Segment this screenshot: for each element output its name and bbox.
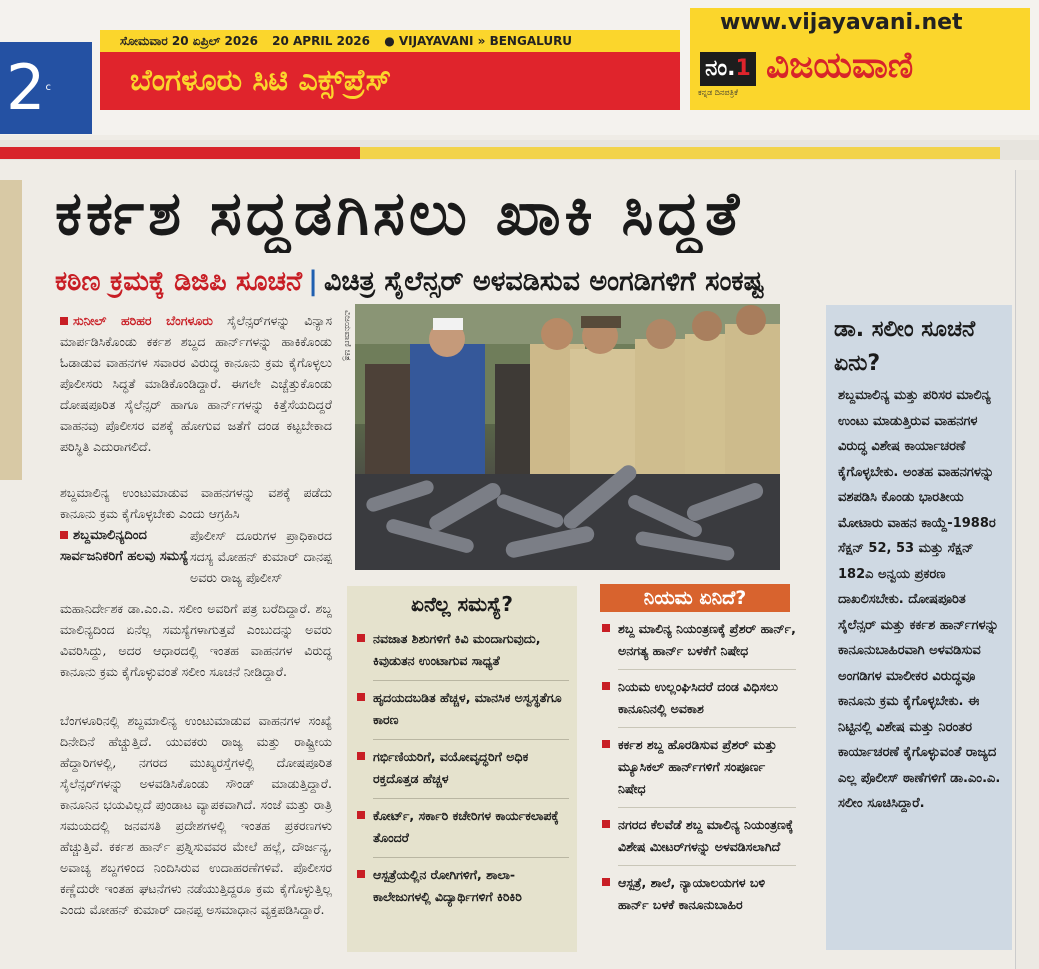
para1-text: ಸೈಲೆನ್ಸರ್‌ಗಳನ್ನು ವಿನ್ಯಾಸ ಮಾರ್ಪಡಿಸಿಕೊಂಡು ಕರ್ಕಶ ಶಬ್ದದ ಹಾರ್ನ್‌ಗಳನ್ನು ಹಾಕಿಕೊಂಡು ಓಡಾಡುವ ವಾಹನಗಳ ಸವಾರರ ವಿರುದ್ಧ ಕಾನೂನು ಕ್ರಮ ಕೈಗೊಳ್ಳಲು ಪೊಲೀಸರು ಸಿದ್ಧತೆ ಮಾಡಿಕೊಂಡಿದ್ದಾರೆ. ಈಗಲೇ ಎಚ್ಚೆತ್ತುಕೊಂಡು ದೋಷಪೂರಿತ ಸೈಲೆನ್ಸರ್ ಹಾಗೂ ಹಾರ್ನ್‌ಗಳನ್ನು ಕಿತ್ತೆಸೆಯದಿದ್ದರೆ ವಾಹನವು ಪೊಲೀಸರ ವಶಕ್ಕೆ ಹೋಗುವ ಜತೆಗೆ ದಂಡ ಕಟ್ಟಬೇಕಾದ ಪರಿಸ್ಥಿತಿ ಎದುರಾಗಲಿದೆ.: [60, 313, 332, 454]
problems-box-title: ಏನೆಲ್ಲ ಸಮಸ್ಯೆ?: [411, 592, 513, 616]
brand-badge-number: 1: [735, 56, 751, 81]
brand-block: [690, 38, 1030, 110]
list-item: ಕೋರ್ಟ್, ಸರ್ಕಾರಿ ಕಚೇರಿಗಳ ಕಾರ್ಯಕಲಾಪಕ್ಕೆ ತೊಂದರೆ: [373, 799, 569, 858]
dgp-box-title: ಡಾ. ಸಲೀಂ ಸೂಚನೆ ಏನು?: [834, 317, 976, 376]
list-item: ನಿಯಮ ಉಲ್ಲಂಘಿಸಿದರೆ ದಂಡ ವಿಧಿಸಲು ಕಾನೂನಿನಲ್ಲಿ ಅವಕಾಶ: [618, 670, 796, 728]
color-bar-yellow: [360, 147, 1000, 159]
list-item: ಶಬ್ದ ಮಾಲಿನ್ಯ ನಿಯಂತ್ರಣಕ್ಕೆ ಪ್ರೆಶರ್ ಹಾರ್ನ್, ಅನಗತ್ಯ ಹಾರ್ನ್ ಬಳಕೆಗೆ ನಿಷೇಧ: [618, 612, 796, 670]
article-para2-lead: ಶಬ್ದಮಾಲಿನ್ಯ ಉಂಟುಮಾಡುವ ವಾಹನಗಳನ್ನು ವಶಕ್ಕೆ ಪಡೆದು ಕಾನೂನು ಕ್ರಮ ಕೈಗೊಳ್ಳಬೇಕು ಎಂದು ಆಗ್ರಹಿಸಿ: [60, 485, 332, 521]
page-suffix: c: [45, 82, 51, 93]
problems-box: [347, 586, 577, 952]
subhead-right: ವಿಚಿತ್ರ ಸೈಲೆನ್ಸರ್ ಅಳವಡಿಸುವ ಅಂಗಡಿಗಳಿಗೆ ಸಂಕಷ್ಟ: [323, 266, 764, 297]
brand-badge: [700, 52, 756, 86]
dateline: [100, 30, 680, 52]
list-item: ಕರ್ಕಶ ಶಬ್ದ ಹೊರಡಿಸುವ ಪ್ರೆಶರ್ ಮತ್ತು ಮ್ಯೂಸಿಕಲ್ ಹಾರ್ನ್‌ಗಳಿಗೆ ಸಂಪೂರ್ಣ ನಿಷೇಧ: [618, 728, 796, 808]
pullquote: [60, 525, 190, 567]
article-para2-rest: ಮಹಾನಿರ್ದೇಶಕ ಡಾ.ಎಂ.ಎ. ಸಲೀಂ ಅವರಿಗೆ ಪತ್ರ ಬರೆದಿದ್ದಾರೆ. ಶಬ್ದ ಮಾಲಿನ್ಯದಿಂದ ಏನೆಲ್ಲ ಸಮಸ್ಯೆಗಳಾಗುತ್ತವೆ ಎಂಬುದನ್ನು ಅವರು ವಿವರಿಸಿದ್ದು, ಅದರ ಆಧಾರದಲ್ಲಿ ಇಂತಹ ವಾಹನಗಳ ವಿರುದ್ಧ ಕಾನೂನು ಕ್ರಮ ಕೈಗೊಳ್ಳುವಂತೆ ಸಲೀಂ ಸೂಚನೆ ನೀಡಿದ್ದಾರೆ.: [60, 601, 332, 679]
rules-box: [590, 612, 800, 952]
page-number: [0, 42, 92, 134]
news-photo-illustration: [355, 304, 780, 570]
rules-list: [590, 612, 800, 923]
dgp-instructions-box: [826, 305, 1012, 950]
subhead-left: ಕಠಿಣ ಕ್ರಮಕ್ಕೆ ಡಿಜಿಪಿ ಸೂಚನೆ: [55, 266, 303, 297]
pullquote-marker-icon: [60, 531, 68, 539]
edition-label: ● VIJAYAVANI » BENGALURU: [384, 34, 573, 48]
date-english: 20 APRIL 2026: [272, 34, 370, 48]
pullquote-text: ಶಬ್ದಮಾಲಿನ್ಯದಿಂದ ಸಾರ್ವಜನಿಕರಿಗೆ ಹಲವು ಸಮಸ್ಯೆ: [60, 528, 189, 564]
byline: ಸುನೀಲ್ ಹರಿಹರ ಬೆಂಗಳೂರು: [73, 313, 213, 328]
news-photo: [355, 304, 780, 570]
dgp-box-body: ಶಬ್ದಮಾಲಿನ್ಯ ಮತ್ತು ಪರಿಸರ ಮಾಲಿನ್ಯ ಉಂಟು ಮಾಡುತ್ತಿರುವ ವಾಹನಗಳ ವಿರುದ್ಧ ವಿಶೇಷ ಕಾರ್ಯಾಚರಣೆ ಕೈಗೊಳ್ಳಬೇಕು. ಅಂತಹ ವಾಹನಗಳನ್ನು ವಶಪಡಿಸಿ ಕೊಂಡು ಭಾರತೀಯ ಮೋಟಾರು ವಾಹನ ಕಾಯ್ದೆ-1988ರ ಸೆಕ್ಷನ್ 52, 53 ಮತ್ತು ಸೆಕ್ಷನ್ 182ಎ ಅನ್ವಯ ಪ್ರಕರಣ ದಾಖಲಿಸಬೇಕು. ದೋಷಪೂರಿತ ಸೈಲೆನ್ಸರ್ ಮತ್ತು ಕರ್ಕಶ ಹಾರ್ನ್‌ಗಳನ್ನು ಕಾನೂನುಬಾಹಿರವಾಗಿ ಅಳವಡಿಸುವ ಅಂಗಡಿಗಳ ಮಾಲೀಕರ ವಿರುದ್ಧವೂ ಕಾನೂನು ಕ್ರಮ ಕೈಗೊಳ್ಳಬೇಕು. ಈ ನಿಟ್ಟಿನಲ್ಲಿ ವಿಶೇಷ ಮತ್ತು ನಿರಂತರ ಕಾರ್ಯಾಚರಣೆ ಕೈಗೊಳ್ಳುವಂತೆ ರಾಜ್ಯದ ಎಲ್ಲ ಪೊಲೀಸ್ ಠಾಣೆಗಳಿಗೆ ಡಾ.ಎಂ.ಎ. ಸಲೀಂ ಸೂಚಿಸಿದ್ದಾರೆ.: [838, 388, 1001, 811]
paragraph-1: [60, 310, 332, 457]
masthead: [0, 0, 1039, 135]
website-url: www.vijayavani.net: [690, 8, 1030, 38]
brand-tagline: ಕನ್ನಡ ದಿನಪತ್ರಿಕೆ: [698, 88, 739, 97]
page-number-value: 2: [6, 51, 46, 124]
date-kannada: ಸೋಮವಾರ 20 ಏಪ್ರಿಲ್ 2026: [120, 34, 258, 48]
brand-logo-text: ವಿಜಯವಾಣಿ: [766, 44, 914, 86]
headline: ಕರ್ಕಶ ಸದ್ದಡಗಿಸಲು ಖಾಕಿ ಸಿದ್ಧತೆ: [55, 179, 744, 249]
list-item: ನವಜಾತ ಶಿಶುಗಳಿಗೆ ಕಿವಿ ಮಂದಾಗುವುದು, ಕಿವುಡುತನ ಉಂಟಾಗುವ ಸಾಧ್ಯತೆ: [373, 622, 569, 681]
list-item: ಆಸ್ಪತ್ರೆಯಲ್ಲಿನ ರೋಗಿಗಳಿಗೆ, ಶಾಲಾ-ಕಾಲೇಜುಗಳಲ್ಲಿ ವಿದ್ಯಾರ್ಥಿಗಳಿಗೆ ಕಿರಿಕಿರಿ: [373, 858, 569, 916]
left-margin-strip: [0, 180, 22, 480]
color-bar-red: [0, 147, 360, 159]
subhead-separator: |: [308, 266, 318, 297]
list-item: ಹೃದಯದಬಡಿತ ಹೆಚ್ಚಳ, ಮಾನಸಿಕ ಅಸ್ವಸ್ಥತೆಗೂ ಕಾರಣ: [373, 681, 569, 740]
list-item: ಗರ್ಭಿಣಿಯರಿಗೆ, ವಯೋವೃದ್ಧರಿಗೆ ಅಧಿಕ ರಕ್ತದೊತ್ತಡ ಹೆಚ್ಚಳ: [373, 740, 569, 799]
subheadline: [55, 262, 1005, 302]
byline-marker-icon: [60, 317, 68, 325]
rules-box-title: ನಿಯಮ ಏನಿದೆ?: [600, 584, 790, 612]
right-margin-strip: [1015, 170, 1039, 969]
problems-list: [347, 622, 577, 916]
article-para3: ಬೆಂಗಳೂರಿನಲ್ಲಿ ಶಬ್ದಮಾಲಿನ್ಯ ಉಂಟುಮಾಡುವ ವಾಹನಗಳ ಸಂಖ್ಯೆ ದಿನೇದಿನೆ ಹೆಚ್ಚುತ್ತಿದೆ. ಯುವಕರು ರಾಜ್ಯ ಮತ್ತು ರಾಷ್ಟ್ರೀಯ ಹೆದ್ದಾರಿಗಳಲ್ಲಿ, ನಗರದ ಮುಖ್ಯರಸ್ತೆಗಳಲ್ಲಿ ದೋಷಪೂರಿತ ಸೈಲೆನ್ಸರ್‌ಗಳನ್ನು ಅಳವಡಿಸಿಕೊಂಡು ಸೌಂಡ್ ಮಾಡುತ್ತಿದ್ದಾರೆ. ಕಾನೂನಿನ ಭಯವಿಲ್ಲದೆ ಪುಂಡಾಟ ವ್ಯಾಪಕವಾಗಿದೆ. ಸಂಜೆ ಮತ್ತು ರಾತ್ರಿ ಸಮಯದಲ್ಲಿ ಜನವಸತಿ ಪ್ರದೇಶಗಳಲ್ಲಿ ಇಂತಹ ಪ್ರಕರಣಗಳು ಹೆಚ್ಚುತ್ತಿವೆ. ಕರ್ಕಶ ಹಾರ್ನ್ ಪ್ರಶ್ನಿಸುವವರ ಮೇಲೆ ಹಲ್ಲೆ, ದೌರ್ಜನ್ಯ, ಅವಾಚ್ಯ ಶಬ್ದಗಳಿಂದ ನಿಂದಿಸಿರುವ ಉದಾಹರಣೆಗಳಿವೆ. ಪೊಲೀಸರ ಕಣ್ಣೆದುರೇ ಇಂತಹ ಘಟನೆಗಳು ನಡೆಯುತ್ತಿದ್ದರೂ ಕ್ರಮ ಕೈಗೊಳ್ಳುತ್ತಿಲ್ಲ ಎಂದು ಮೋಹನ್ ಕುಮಾರ್ ದಾನಪ್ಪ ಅಸಮಾಧಾನ ವ್ಯಕ್ತಪಡಿಸಿದ್ದಾರೆ.: [60, 713, 332, 917]
article-column-1: [60, 310, 332, 480]
brand-badge-prefix: ನಂ.: [705, 56, 736, 81]
list-item: ನಗರದ ಕೆಲವೆಡೆ ಶಬ್ದ ಮಾಲಿನ್ಯ ನಿಯಂತ್ರಣಕ್ಕೆ ವಿಶೇಷ ಮೀಟರ್‌ಗಳನ್ನು ಅಳವಡಿಸಲಾಗಿದೆ: [618, 808, 796, 866]
photo-credit: ವಿಜಯವಾಣಿ ಚಿತ್ರ: [342, 310, 352, 361]
section-title: ಬೆಂಗಳೂರು ಸಿಟಿ ಎಕ್ಸ್‌ಪ್ರೆಸ್: [100, 52, 680, 110]
article-para2-beside: ಪೊಲೀಸ್ ದೂರುಗಳ ಪ್ರಾಧಿಕಾರದ ಸದಸ್ಯ ಮೋಹನ್ ಕುಮಾರ್ ದಾನಪ್ಪ ಅವರು ರಾಜ್ಯ ಪೊಲೀಸ್: [190, 528, 332, 585]
list-item: ಆಸ್ಪತ್ರೆ, ಶಾಲೆ, ನ್ಯಾಯಾಲಯಗಳ ಬಳಿ ಹಾರ್ನ್ ಬಳಕೆ ಕಾನೂನುಬಾಹಿರ: [618, 866, 796, 923]
